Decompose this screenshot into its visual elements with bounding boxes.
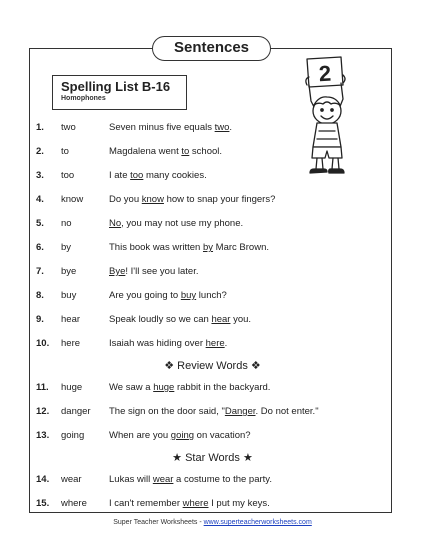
review-words-heading: ❖ Review Words ❖ [164,360,261,372]
list-item: 15. where I can't remember where I put my keys. [36,498,270,509]
list-item: 5. no No, you may not use my phone. [36,218,244,229]
spelling-list-subtitle: Homophones [61,95,106,102]
footer: Super Teacher Worksheets - www.superteacherworksheets.com [113,519,312,526]
footer-link[interactable]: www.superteacherworksheets.com [203,519,312,526]
list-item: 3. too I ate too many cookies. [36,170,207,181]
spelling-list-box [52,75,187,110]
list-item: 13. going When are you going on vacation? [36,430,251,441]
list-item: 8. buy Are you going to buy lunch? [36,290,227,301]
star-words-heading: ★ Star Words ★ [172,452,253,464]
list-item: 7. bye Bye! I'll see you later. [36,266,199,277]
list-item: 2. to Magdalena went to school. [36,146,223,157]
list-item: 12. danger The sign on the door said, "Danger. Do not enter." [36,406,319,417]
list-item: 14. wear Lukas will wear a costume to the party. [36,474,272,485]
list-item: 6. by This book was written by Marc Brown. [36,242,269,253]
spelling-list-title: Spelling List B-16 [61,79,171,94]
kid-holding-sign-illustration [293,55,363,180]
list-item: 9. hear Speak loudly so we can hear you. [36,314,252,325]
list-item: 10. here Isaiah was hiding over here. [36,338,228,349]
page-title: Sentences [152,36,271,61]
list-item: 11. huge We saw a huge rabbit in the backyard. [36,382,271,393]
list-item: 1. two Seven minus five equals two. [36,122,233,133]
sign-number: 2 [318,60,332,87]
list-item: 4. know Do you know how to snap your fingers? [36,194,276,205]
